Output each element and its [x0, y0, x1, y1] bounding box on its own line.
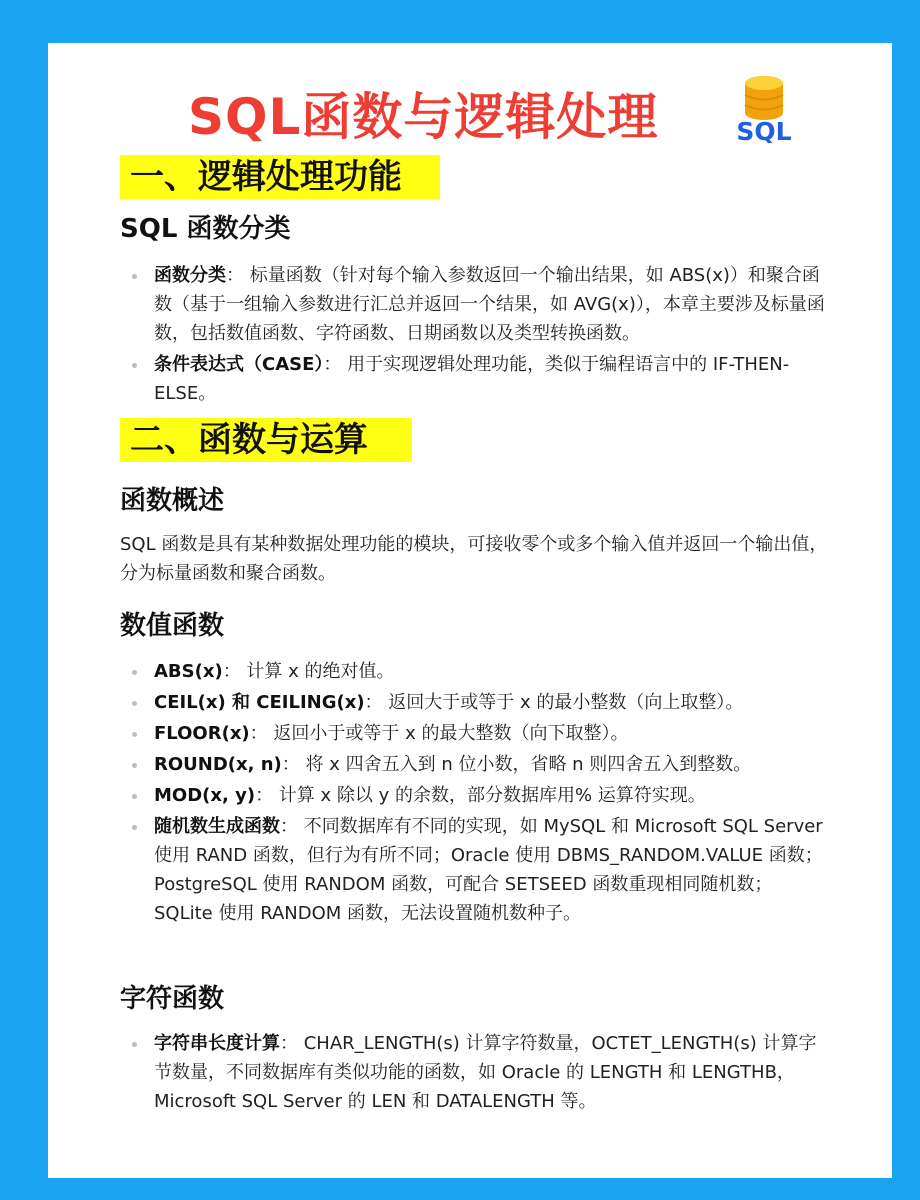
- section1-subheading: SQL 函数分类: [120, 214, 291, 244]
- sql-database-icon: [728, 73, 800, 143]
- section2-heading: 二、函数与运算: [120, 418, 412, 462]
- content-card: [48, 43, 892, 1178]
- page-frame: [10, 10, 910, 1190]
- item-label: 随机数生成函数: [154, 816, 280, 837]
- sql-icon-label: SQL: [736, 117, 792, 143]
- list-item: [126, 261, 826, 348]
- numeric-heading: 数值函数: [120, 611, 225, 641]
- string-list: [126, 1029, 826, 1118]
- item-label: MOD(x, y): [154, 785, 256, 806]
- item-label: ABS(x): [154, 661, 223, 682]
- string-heading: 字符函数: [120, 984, 225, 1014]
- item-text: ： 返回小于或等于 x 的最大整数（向下取整）。: [249, 723, 629, 744]
- list-item: [126, 657, 826, 686]
- title-bar: [48, 73, 892, 146]
- page-title: SQL函数与逻辑处理: [188, 88, 659, 146]
- overview-text: SQL 函数是具有某种数据处理功能的模块，可接收零个或多个输入值并返回一个输出值，分为标量函数和聚合函数。: [120, 534, 828, 584]
- item-text: ： 返回大于或等于 x 的最小整数（向上取整）。: [364, 692, 744, 713]
- list-item: [126, 688, 826, 717]
- list-item: [126, 812, 826, 928]
- item-text: ： 用于实现逻辑处理功能，类似于编程语言中的 IF-THEN-ELSE。: [154, 354, 790, 404]
- item-text: ： CHAR_LENGTH(s) 计算字符数量，OCTET_LENGTH(s) 计算字节数量，不同数据库有类似功能的函数，如 Oracle 的 LENGTH 和 LENGTHB，Microsoft SQL Server 的 LEN 和 DATALENGTH 等。: [154, 1033, 817, 1112]
- list-item: [126, 350, 826, 408]
- item-label: CEIL(x) 和 CEILING(x): [154, 692, 365, 713]
- list-item: [126, 719, 826, 748]
- list-item: [126, 1029, 826, 1116]
- item-text: ： 计算 x 除以 y 的余数，部分数据库用% 运算符实现。: [255, 785, 706, 806]
- numeric-list: [126, 657, 826, 930]
- section1-list: [126, 261, 826, 410]
- item-text: ： 计算 x 的绝对值。: [222, 661, 395, 682]
- section1-heading: 一、逻辑处理功能: [120, 155, 440, 199]
- item-label: 函数分类: [154, 265, 226, 286]
- item-label: FLOOR(x): [154, 723, 250, 744]
- item-label: 条件表达式（CASE）: [154, 354, 324, 375]
- overview-heading: 函数概述: [120, 486, 225, 516]
- list-item: [126, 781, 826, 810]
- item-label: ROUND(x, n): [154, 754, 282, 775]
- item-text: ： 将 x 四舍五入到 n 位小数，省略 n 则四舍五入到整数。: [281, 754, 752, 775]
- item-text: ： 标量函数（针对每个输入参数返回一个输出结果，如 ABS(x)）和聚合函数（基于一组输入参数进行汇总并返回一个结果，如 AVG(x)），本章主要涉及标量函数，包括数值函数、字符函数、日期函数以及类型转换函数。: [154, 265, 825, 344]
- item-text: ： 不同数据库有不同的实现，如 MySQL 和 Microsoft SQL Server 使用 RAND 函数，但行为有所不同；Oracle 使用 DBMS_RANDOM.VALUE 函数；PostgreSQL 使用 RANDOM 函数，可配合 SETSEED 函数重现相同随机数；SQLite 使用 RANDOM 函数，无法设置随机数种子。: [154, 816, 823, 924]
- list-item: [126, 750, 826, 779]
- item-label: 字符串长度计算: [154, 1033, 280, 1054]
